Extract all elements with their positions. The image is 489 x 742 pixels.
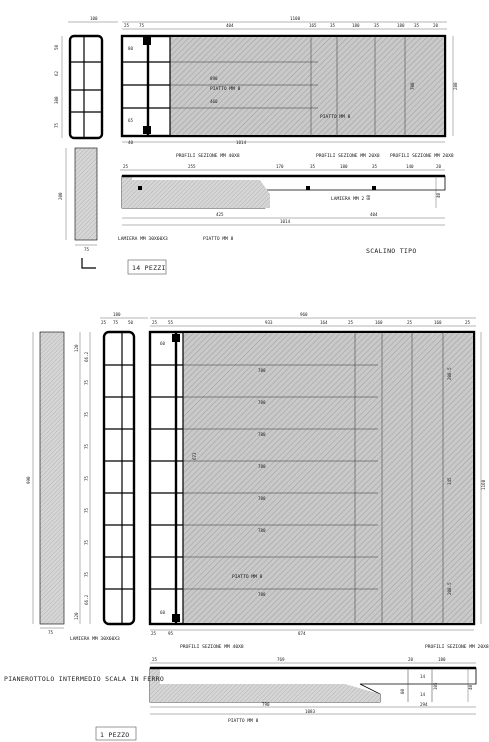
landing-right-dim-3: 208.5 [447,582,452,595]
step-sec-top-4: 180 [340,164,348,169]
step-dim-left-3: 75 [54,122,59,128]
landing-left-dim-3: 75 [84,411,89,417]
step-dim-top-11: 20 [433,23,439,28]
step-sec-side-0: 40 [436,192,441,198]
landing-left-dim-7: 75 [84,539,89,545]
step-sec-top-1: 255 [188,164,196,169]
step-dim-inner-2: 700 [410,82,415,90]
landing-sec-bottom-2: 1083 [305,709,316,714]
step-dim-top-10: 35 [414,23,420,28]
step-dim-top-9: 180 [397,23,405,28]
landing-right-dim-1: 208.5 [447,367,452,380]
landing-left-row-0: 25 [101,320,107,325]
step-drawing [54,16,458,274]
landing-dim-top-9: 160 [434,320,442,325]
landing-sec-top-2: 20 [408,657,414,662]
step-dim-top-7: 180 [352,23,360,28]
landing-sec-top-1: 769 [277,657,285,662]
landing-profile-label-1: PROFILI SEZIONE MM 20X8 [425,645,489,650]
landing-sec-top-0: 25 [152,657,158,662]
step-left-label-0: LAMIERA MM 30X60X3 [118,237,168,242]
step-sec-bottom-0: 425 [216,212,224,217]
landing-bar-dim-2: 780 [258,432,266,437]
landing-inner-dim-1: 673 [192,452,197,460]
landing-dim-top-3: 55 [168,320,174,325]
landing-sec-bottom-1: 294 [420,702,428,707]
step-lamiera-label: LAMIERA MM 2 [331,197,365,202]
landing-side-dim: 990 [26,476,31,484]
step-section-dim-1: 75 [84,247,90,252]
step-dim-top-0: 100 [90,16,98,21]
landing-dim-top-6: 25 [348,320,354,325]
landing-dim-top-1: 960 [300,312,308,317]
landing-left-dim-14: 120 [74,612,79,620]
landing-dim-top-8: 25 [407,320,413,325]
landing-dim-top-10: 25 [465,320,471,325]
landing-sec-top-3: 180 [438,657,446,662]
landing-right-dim-0: 1160 [481,479,486,490]
step-dim-top-2: 25 [124,23,130,28]
step-dim-top-6: 35 [330,23,336,28]
landing-sec-side-1: 14 [420,674,426,679]
landing-bar-dim-3: 780 [258,464,266,469]
landing-left-row-1: 75 [113,320,119,325]
landing-title: PIANEROTTOLO INTERMEDIO SCALA IN FERRO [4,675,165,683]
landing-inner-dim-3: 25 [151,631,157,636]
step-dim-right: 280 [453,82,458,90]
step-dim-inner-4: 65 [128,118,134,123]
landing-left-dim-2: 75 [84,379,89,385]
landing-left-dim-5: 75 [84,475,89,481]
step-dim-inner-1: 460 [210,99,218,104]
step-dim-left-2: 380 [54,96,59,104]
step-dim-top-1: 1100 [290,16,301,21]
landing-inner-dim-0: 60 [160,341,166,346]
step-dim-top-8: 35 [374,23,380,28]
landing-left-dim-8: 75 [84,571,89,577]
landing-ladder-rungs [104,365,134,589]
landing-section-hatch [160,684,380,702]
step-dim-left-0: 50 [54,44,59,50]
step-sec-top-6: 140 [406,164,414,169]
step-dim-inner-5: 1014 [236,140,247,145]
landing-drawing [4,312,489,740]
step-section-dim-0: 200 [58,192,63,200]
step-sec-top-0: 25 [123,164,129,169]
landing-left-dim-4: 75 [84,443,89,449]
landing-sec-side-2: 105 [433,682,438,690]
step-sec-side-1: 80 [366,194,371,200]
step-title: SCALINO TIPO [366,247,417,255]
landing-left-dim-0: 120 [74,344,79,352]
step-sec-top-5: 35 [372,164,378,169]
landing-dim-top-4: 933 [265,320,273,325]
step-plate [170,37,444,135]
step-section-hatch [122,176,270,208]
landing-bar-label: PIATTO MM 8 [232,575,263,580]
landing-sec-side-4: 80 [400,688,405,694]
step-dim-inner-0: 890 [210,76,218,81]
step-sec-bottom-2: 1014 [280,219,291,224]
step-left-label-1: PIATTO MM 8 [203,237,234,242]
step-dim-top-4: 404 [226,23,234,28]
landing-dim-top-7: 160 [375,320,383,325]
step-profile-label-2: PROFILI SEZIONE MM 20X8 [390,154,454,159]
step-angle [82,258,96,268]
landing-bar-dim-5: 780 [258,528,266,533]
step-profile-label-0: PROFILI SEZIONE MM 40X8 [176,154,240,159]
landing-right-dim-2: 145 [447,477,452,485]
landing-left-dim-6: 75 [84,507,89,513]
landing-lamiera-left: LAMIERA MM 30X60X3 [70,637,120,642]
landing-profile-label-0: PROFILI SEZIONE MM 40X8 [180,645,244,650]
step-profile-label-1: PROFILI SEZIONE MM 20X8 [316,154,380,159]
step-sec-top-2: 170 [276,164,284,169]
landing-inner-dim-4: 95 [168,631,174,636]
landing-sec-side-0: 40 [468,684,473,690]
landing-bottom-w: 75 [48,630,54,635]
step-dim-top-3: 75 [139,23,145,28]
landing-section-bar: PIATTO MM 8 [228,719,259,724]
landing-sec-bottom-0: 790 [262,702,270,707]
landing-left-section [40,332,64,624]
landing-dim-top-5: 164 [320,320,328,325]
landing-qty: 1 PEZZO [100,731,130,739]
landing-bar-dim-4: 780 [258,496,266,501]
step-side-frame [70,36,102,138]
step-sec-bottom-1: 404 [370,212,378,217]
landing-dim-top-2: 25 [152,320,158,325]
landing-sec-side-3: 14 [420,692,426,697]
landing-plate [183,333,473,623]
step-dim-left-1: 62 [54,70,59,76]
step-sec-top-3: 35 [310,164,316,169]
landing-bar-dim-0: 780 [258,368,266,373]
landing-bar-dim-6: 780 [258,592,266,597]
step-dim-inner-3: 80 [128,46,134,51]
landing-ladder-frame [104,332,134,624]
landing-left-dim-13: 66.2 [84,594,89,605]
landing-left-dim-1: 66.2 [84,351,89,362]
step-bar-label-0: PIATTO MM 8 [210,87,241,92]
step-qty: 14 PEZZI [132,264,166,272]
landing-dim-top-0: 180 [113,312,121,317]
landing-inner-dim-2: 60 [160,610,166,615]
step-dim-inner-6: 40 [128,140,134,145]
step-left-section [75,148,97,240]
landing-left-dims [74,344,89,620]
step-dim-top-5: 165 [309,23,317,28]
landing-inner-dim-5: 874 [298,631,306,636]
step-sec-top-7: 20 [436,164,442,169]
step-bar-label-1: PIATTO MM 8 [320,115,351,120]
landing-section-end [150,668,160,702]
landing-left-row-2: 50 [128,320,134,325]
landing-bar-dim-1: 780 [258,400,266,405]
